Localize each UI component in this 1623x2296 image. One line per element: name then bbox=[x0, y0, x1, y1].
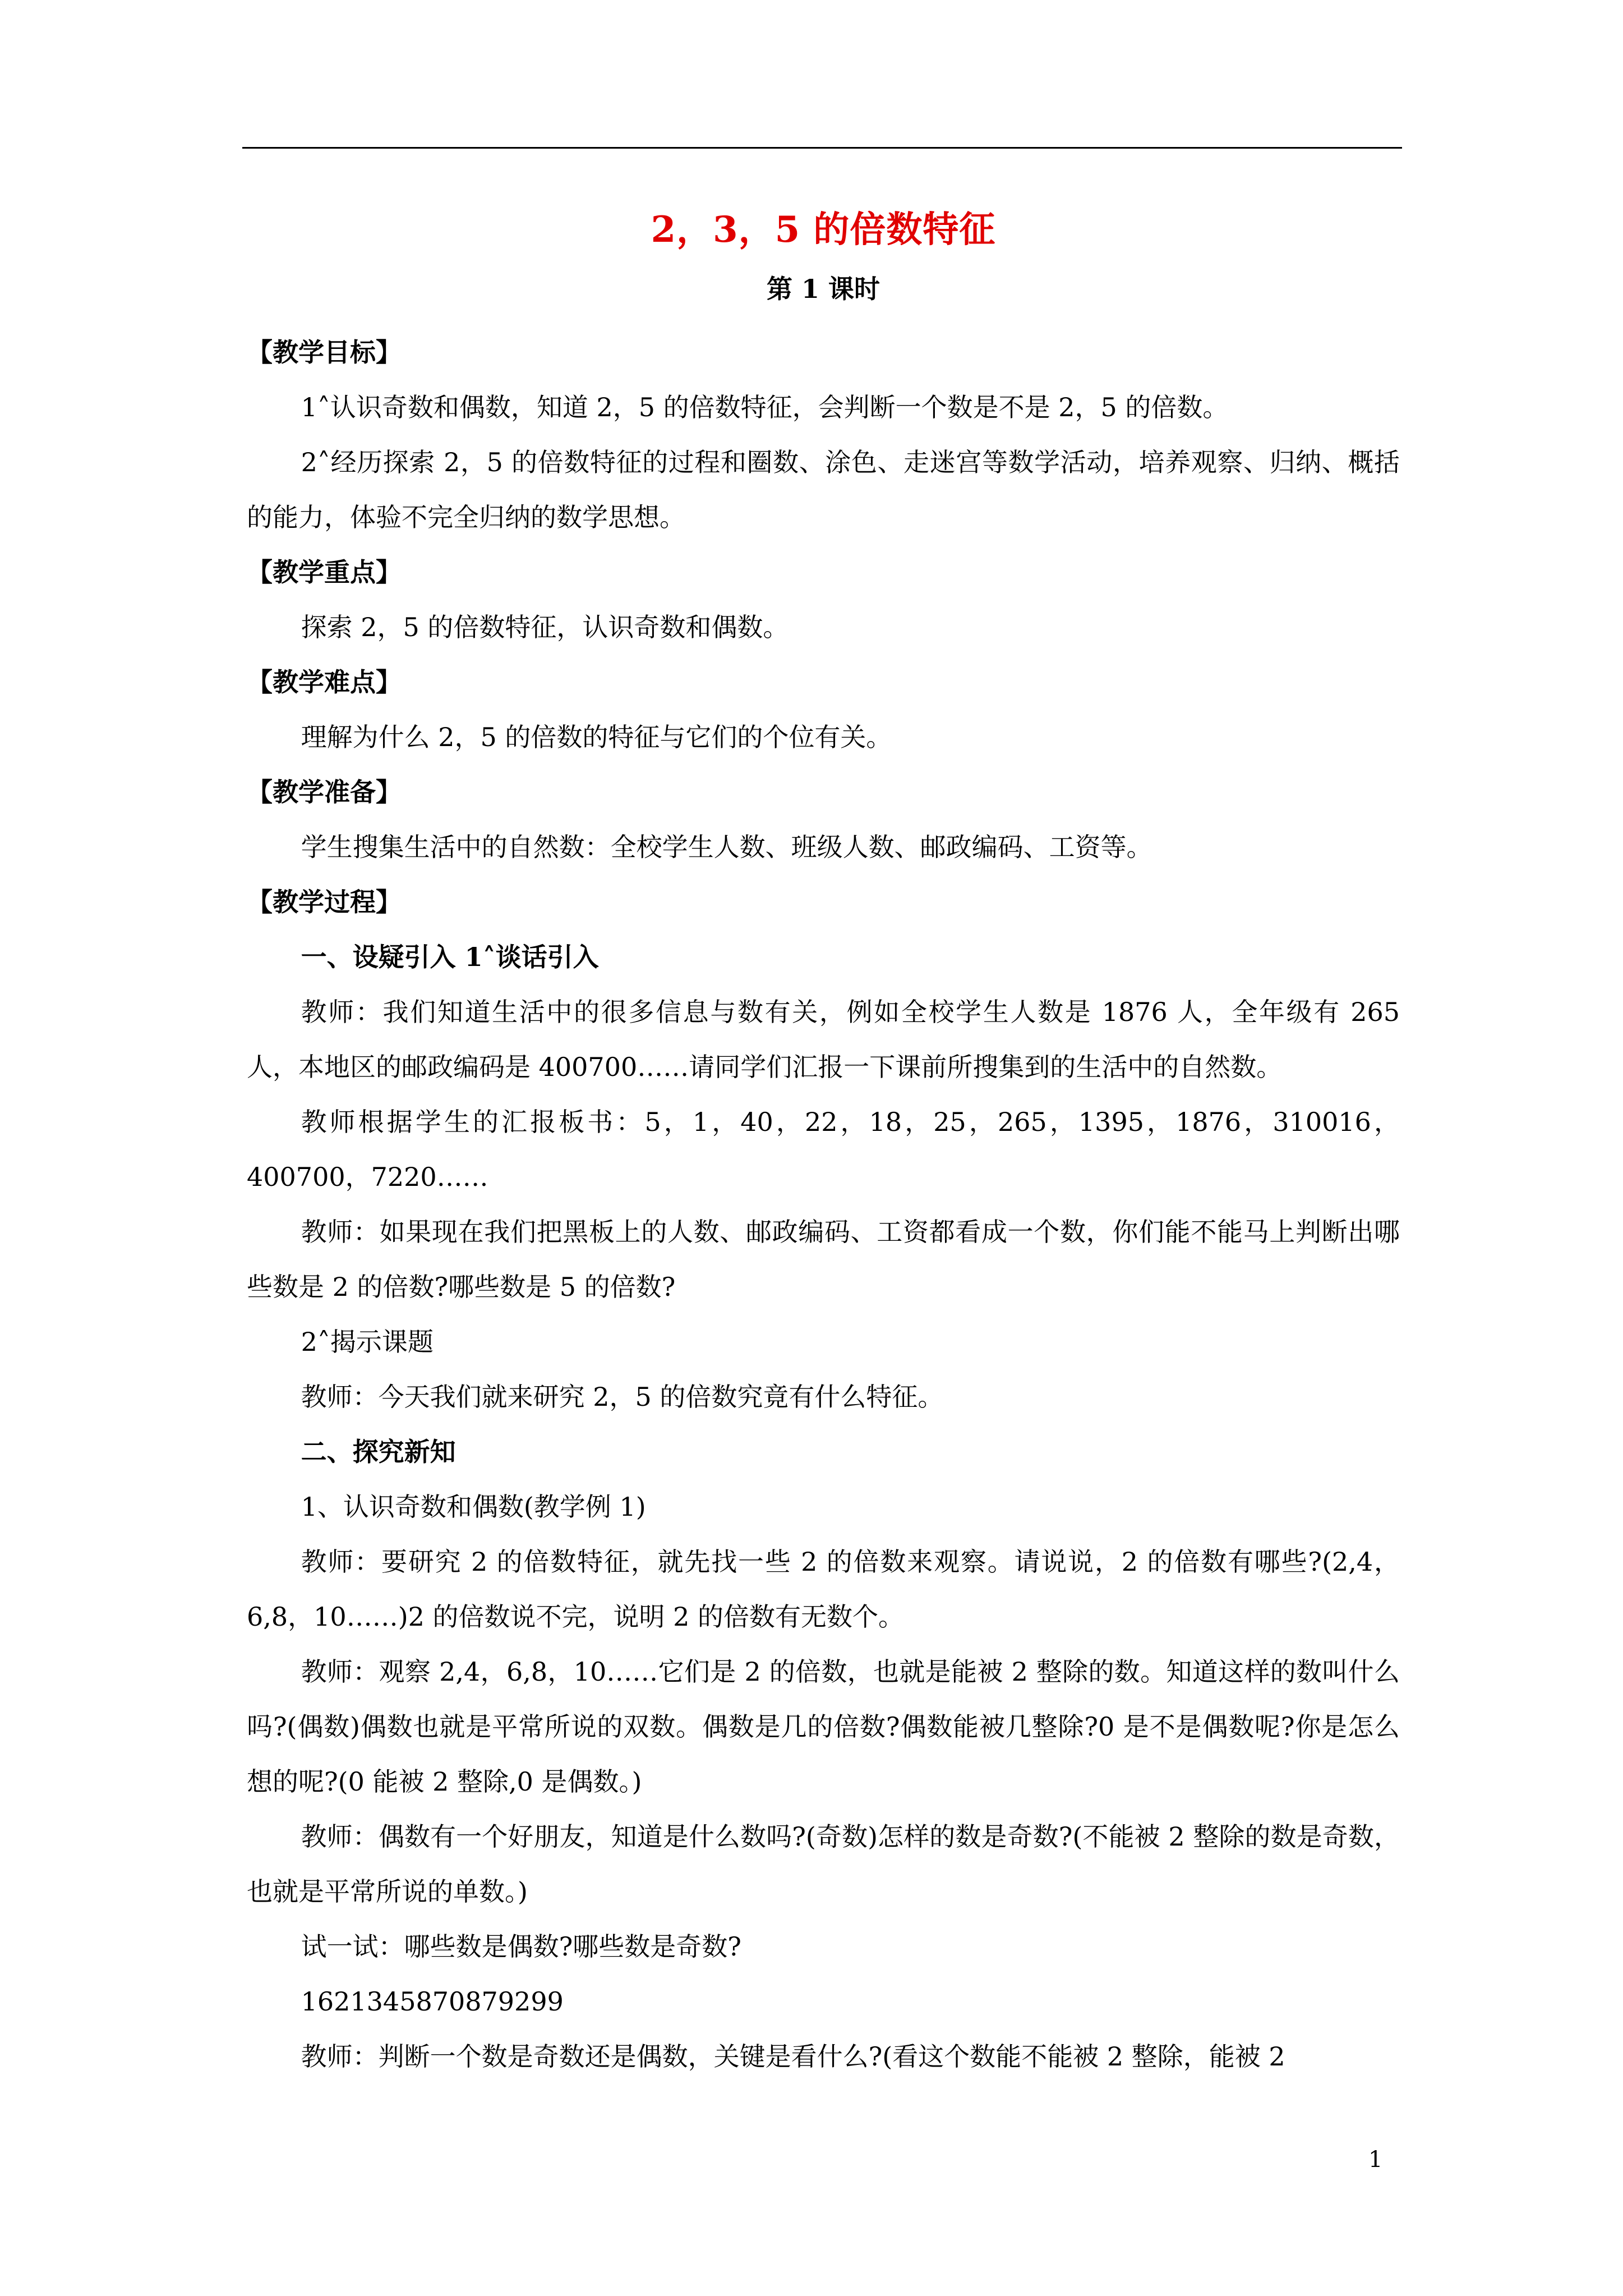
paragraph: 1、认识奇数和偶数(教学例 1) bbox=[301, 1492, 646, 1522]
paragraph: 2˄揭示课题 bbox=[301, 1327, 434, 1357]
section-heading-preparation: 【教学准备】 bbox=[247, 777, 402, 807]
paragraph: 理解为什么 2，5 的倍数的特征与它们的个位有关。 bbox=[301, 722, 892, 752]
document-title: 2，3，5 的倍数特征 bbox=[651, 209, 996, 251]
paragraph: 探索 2，5 的倍数特征，认识奇数和偶数。 bbox=[301, 612, 789, 642]
lesson-period: 第 1 课时 bbox=[766, 274, 880, 304]
subsection-heading-explore: 二、探究新知 bbox=[301, 1437, 456, 1467]
paragraph: 教师：观察 2,4，6,8，10……它们是 2 的倍数，也就是能被 2 整除的数。知道这样的数叫什么吗?(偶数)偶数也就是平常所说的双数。偶数是几的倍数?偶数能被几整除?0 是不是偶数呢?你是怎么想的呢?(0 能被 2 整除,0 是偶数。) bbox=[247, 1657, 1400, 1797]
paragraph: 教师：要研究 2 的倍数特征，就先找一些 2 的倍数来观察。请说说，2 的倍数有哪些?(2,4，6,8，10……)2 的倍数说不完，说明 2 的倍数有无数个。 bbox=[247, 1547, 1400, 1632]
paragraph: 教师：如果现在我们把黑板上的人数、邮政编码、工资都看成一个数，你们能不能马上判断出哪些数是 2 的倍数?哪些数是 5 的倍数? bbox=[247, 1217, 1400, 1302]
paragraph: 教师：我们知道生活中的很多信息与数有关，例如全校学生人数是 1876 人，全年级有 265 人，本地区的邮政编码是 400700……请同学们汇报一下课前所搜集到的生活中的自然数。 bbox=[247, 997, 1400, 1082]
paragraph: 教师：今天我们就来研究 2，5 的倍数究竟有什么特征。 bbox=[301, 1382, 944, 1412]
header-rule bbox=[242, 147, 1402, 149]
paragraph: 教师根据学生的汇报板书：5，1，40，22，18，25，265，1395，1876，310016，400700，7220…… bbox=[247, 1107, 1400, 1192]
paragraph: 1˄认识奇数和偶数，知道 2，5 的倍数特征，会判断一个数是不是 2，5 的倍数。 bbox=[301, 392, 1229, 422]
subsection-heading-introduction: 一、设疑引入 1˄谈话引入 bbox=[301, 942, 599, 972]
page-number: 1 bbox=[1368, 2147, 1383, 2173]
section-heading-key-points: 【教学重点】 bbox=[247, 557, 402, 587]
section-heading-process: 【教学过程】 bbox=[247, 887, 402, 917]
section-heading-difficulties: 【教学难点】 bbox=[247, 667, 402, 697]
number-sequence: 1621345870879299 bbox=[301, 1986, 564, 2017]
paragraph: 试一试：哪些数是偶数?哪些数是奇数? bbox=[301, 1931, 741, 1962]
paragraph: 教师：判断一个数是奇数还是偶数，关键是看什么?(看这个数能不能被 2 整除，能被 2 bbox=[301, 2041, 1285, 2072]
document-body bbox=[247, 199, 1400, 2084]
paragraph: 学生搜集生活中的自然数：全校学生人数、班级人数、邮政编码、工资等。 bbox=[301, 832, 1152, 862]
section-heading-objectives: 【教学目标】 bbox=[247, 337, 402, 367]
paragraph: 教师：偶数有一个好朋友，知道是什么数吗?(奇数)怎样的数是奇数?(不能被 2 整除的数是奇数，也就是平常所说的单数。) bbox=[247, 1821, 1400, 1907]
paragraph: 2˄经历探索 2，5 的倍数特征的过程和圈数、涂色、走迷宫等数学活动，培养观察、归纳、概括的能力，体验不完全归纳的数学思想。 bbox=[247, 447, 1400, 532]
